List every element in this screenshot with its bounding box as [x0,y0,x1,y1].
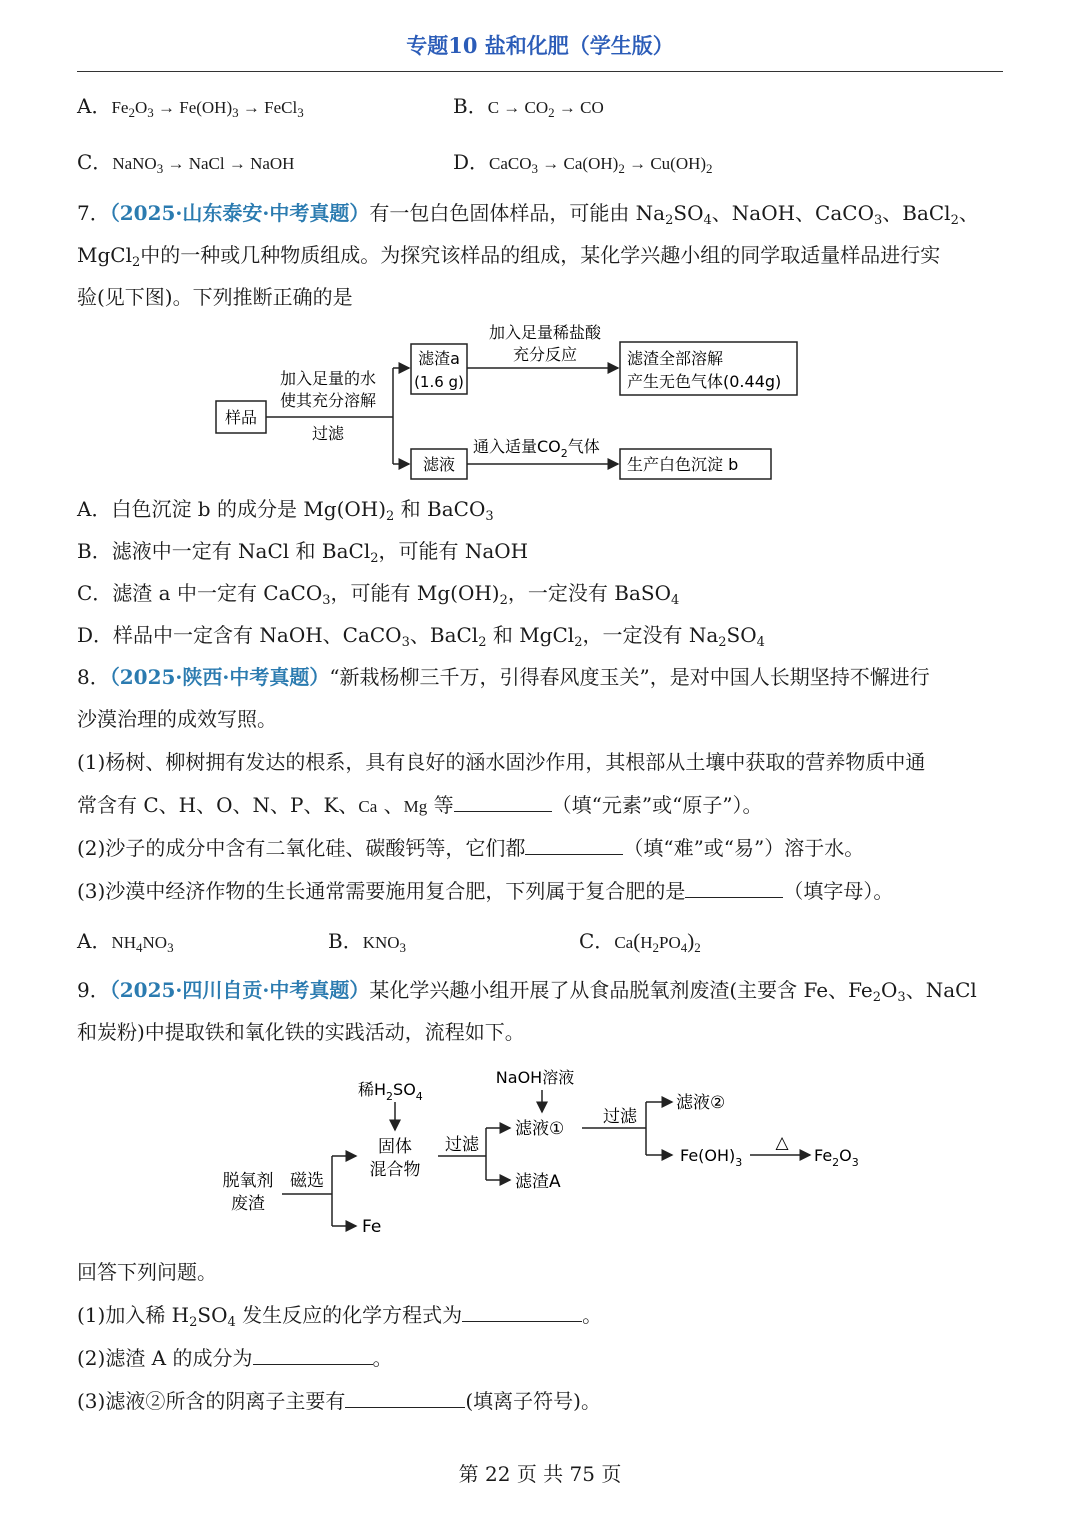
q8-stem-line1: 8．（2025·陕西·中考真题）“新栽杨柳三千万，引得春风度玉关”，是对中国人长期坚持不懈进行 [77,665,930,689]
q8-option-b[interactable]: B．$KNO_3$ [328,929,407,955]
q9-stem-line1: 9．（2025·四川自贡·中考真题）某化学兴趣小组开展了从食品脱氧剂废渣(主要含 Fe、$Fe_2O_3$、NaCl [77,978,977,1005]
result2-label: 生产白色沉淀 b [627,455,739,474]
q6-option-c[interactable]: C．NaNO$_3$ → NaCl → NaOH [77,150,295,176]
q7-stem-line2: MgCl$_2$中的一种或几种物质组成。为探究该样品的组成，某化学兴趣小组的同学取适量样品进行实 [77,243,941,270]
waste-label-2: 废渣 [231,1194,265,1214]
step1-text-a: 加入足量的水 [279,369,377,388]
q9-stem-line2: 和炭粉)中提取铁和氧化铁的实践活动，流程如下。 [77,1020,525,1044]
residue-a-label: 滤渣A [515,1172,561,1192]
q7-experiment-diagram [205,318,805,490]
fe-label: Fe [362,1217,382,1237]
filter-label: 过滤 [311,424,345,443]
filtrate1-label: 滤液① [515,1119,565,1139]
filtrate2-label: 滤液② [676,1093,726,1113]
q7-option-c[interactable]: C．滤渣 a 中一定有 CaCO$_3$，可能有 $Mg(OH)_2$，一定没有 BaSO$_4$ [77,581,680,608]
q8-source: （2025·陕西·中考真题） [109,665,330,689]
q8-part3-blank[interactable] [685,877,783,898]
q9-part1-blank[interactable] [462,1301,582,1322]
q8-part1-line1: (1)杨树、柳树拥有发达的根系，具有良好的涵水固沙作用，其根部从土壤中获取的营养物质中通 [77,750,926,774]
filtrate-label: 滤液 [422,455,456,474]
q7-stem-line3: 验(见下图)。下列推断正确的是 [77,285,353,309]
filter1-label: 过滤 [445,1135,479,1155]
q7-stem-line1: 7．（2025·山东泰安·中考真题）有一包白色固体样品，可能由 $Na_2SO_4$、NaOH、CaCO$_3$、BaCl$_2$、 [77,201,979,228]
co2-step: 通入适量$CO_2$气体 [473,437,600,460]
q8-part2: (2)沙子的成分中含有二氧化硅、碳酸钙等，它们都 （填“难”或“易”）溶于水。 [77,836,865,860]
sample-label: 样品 [224,408,258,427]
q6-option-d[interactable]: D．CaCO$_3$ → $Ca(OH)_2 \to Cu(OH)_2$ [453,150,713,176]
page-header-title: 专题10 盐和化肥（学生版） [406,33,674,58]
solid-label-2: 混合物 [369,1160,421,1180]
q7-option-d[interactable]: D．样品中一定含有 NaOH、CaCO$_3$、BaCl$_2$ 和 MgCl$_2$，一定没有 $Na_2SO_4$ [77,623,765,650]
q8-part1-blank[interactable] [454,791,552,812]
filter2-label: 过滤 [603,1107,637,1127]
q9-flow-diagram [210,1060,870,1245]
fe2o3-label: $Fe_2O_3$ [814,1146,859,1169]
solid-label-1: 固体 [378,1137,412,1157]
q8-part2-blank[interactable] [525,834,623,855]
feoh3-label: $Fe(OH)_3$ [680,1146,743,1169]
residue-a-mass: (1.6 g) [414,373,464,391]
q8-stem-line2: 沙漠治理的成效写照。 [77,707,277,731]
q8-part1-line2: 常含有 C、H、O、N、P、K、Ca 、Mg 等 （填“元素”或“原子”）。 [77,793,763,817]
step1-text-b: 使其充分溶解 [279,391,377,410]
residue-a-label: 滤渣a [418,349,460,368]
q9-part2: (2)滤渣 A 的成分为 。 [77,1346,393,1370]
q7-option-a[interactable]: A．白色沉淀 b 的成分是 $Mg(OH)_2$ 和 BaCO$_3$ [77,497,494,524]
result1-line2: 产生无色气体(0.44g) [627,372,782,391]
q6-option-a[interactable]: A．$Fe_2O_3 \to Fe(OH)_3$ → FeCl$_3$ [77,94,304,120]
q9-part3: (3)滤液②所含的阴离子主要有 (填离子符号)。 [77,1389,601,1413]
acid-step-b: 充分反应 [512,345,578,364]
acid-label: 稀$H_2SO_4$ [358,1080,423,1103]
q9-part1: (1)加入稀 $H_2SO_4$ 发生反应的化学方程式为 。 [77,1303,603,1330]
q9-source: （2025·四川自贡·中考真题） [109,978,370,1002]
q8-option-a[interactable]: A．$NH_4NO_3$ [77,929,174,955]
q7-source: （2025·山东泰安·中考真题） [109,201,370,225]
q7-option-b[interactable]: B．滤液中一定有 NaCl 和 BaCl$_2$，可能有 NaOH [77,539,529,566]
waste-label-1: 脱氧剂 [222,1171,274,1191]
naoh-label: NaOH溶液 [495,1068,575,1087]
header-divider [77,71,1003,72]
q6-option-b[interactable]: B．$C \to CO_2$ → CO [453,94,604,120]
q9-part3-blank[interactable] [345,1387,465,1408]
result1-line1: 滤渣全部溶解 [627,349,724,368]
page-footer: 第 22 页 共 75 页 [458,1462,622,1486]
acid-step-a: 加入足量稀盐酸 [488,323,602,342]
magnet-label: 磁选 [290,1171,324,1191]
q8-part3: (3)沙漠中经济作物的生长通常需要施用复合肥，下列属于复合肥的是 （填字母）。 [77,879,894,903]
q9-answer-intro: 回答下列问题。 [77,1260,217,1284]
q8-option-c[interactable]: C．$Ca(H_2PO_4)_2$ [579,929,701,955]
heat-symbol: △ [775,1133,789,1153]
q9-part2-blank[interactable] [253,1344,373,1365]
